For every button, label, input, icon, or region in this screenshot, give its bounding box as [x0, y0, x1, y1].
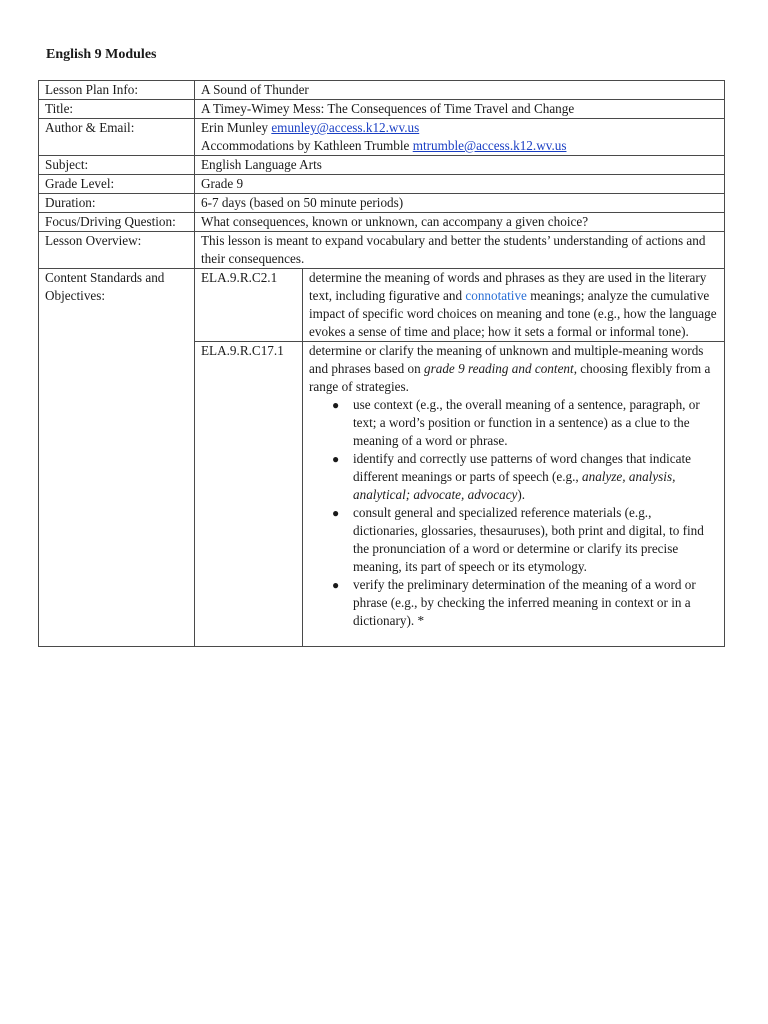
- standard-code: ELA.9.R.C2.1: [195, 269, 303, 342]
- duration-value: 6-7 days (based on 50 minute periods): [195, 194, 725, 213]
- author-value: [195, 119, 725, 156]
- bullet-icon: ●: [332, 452, 340, 466]
- table-row: [39, 269, 725, 342]
- list-item: [332, 396, 719, 450]
- accommodations-text: Accommodations by Kathleen Trumble: [201, 138, 410, 153]
- lesson-plan-table: [38, 80, 725, 647]
- overview-value: This lesson is meant to expand vocabulary and better the students’ understanding of actions and their consequences.: [195, 232, 725, 269]
- table-row: [39, 156, 725, 175]
- list-item: [332, 576, 719, 630]
- bullet-icon: ●: [332, 506, 340, 520]
- standard-text: determine the meaning of words and phrases as they are used in the literary text, including figurative and: [309, 270, 707, 303]
- author-label: Author & Email:: [39, 119, 195, 156]
- subject-value: English Language Arts: [195, 156, 725, 175]
- list-item: [332, 504, 719, 576]
- table-row: [39, 232, 725, 269]
- grade-level-value: Grade 9: [195, 175, 725, 194]
- list-item-text: identify and correctly use patterns of word changes that indicate different meanings or parts of speech (e.g.,: [353, 451, 691, 484]
- overview-label: Lesson Overview:: [39, 232, 195, 269]
- standards-label: Content Standards and Objectives:: [39, 269, 195, 647]
- title-value: A Timey-Wimey Mess: The Consequences of Time Travel and Change: [195, 100, 725, 119]
- table-row: [39, 175, 725, 194]
- list-item: [332, 450, 719, 504]
- focus-label: Focus/Driving Question:: [39, 213, 195, 232]
- standard-text: , choosing flexibly from a range of strategies.: [309, 361, 711, 394]
- duration-label: Duration:: [39, 194, 195, 213]
- author-email-link[interactable]: emunley@access.k12.wv.us: [271, 120, 420, 135]
- standard-description: [303, 342, 725, 647]
- lesson-plan-info-value: A Sound of Thunder: [195, 81, 725, 100]
- list-item-text: consult general and specialized reference materials (e.g., dictionaries, glossaries, thesauruses), both print and digital, to find the pronunciation of a word or determine or clarify its precise meaning, its part of speech or its etymology.: [353, 505, 704, 574]
- table-row: [39, 81, 725, 100]
- subject-label: Subject:: [39, 156, 195, 175]
- bullet-icon: ●: [332, 398, 340, 412]
- accommodations-email-link[interactable]: mtrumble@access.k12.wv.us: [412, 138, 567, 153]
- page-title: English 9 Modules: [46, 47, 157, 62]
- bullet-icon: ●: [332, 578, 340, 592]
- table-row: [39, 213, 725, 232]
- list-item-suffix: ).: [517, 487, 526, 502]
- focus-value: What consequences, known or unknown, can accompany a given choice?: [195, 213, 725, 232]
- standard-italic-text: grade 9 reading and content: [424, 361, 574, 376]
- list-item-italic: analyze, analysis, analytical; advocate, advocacy: [353, 469, 676, 502]
- strategy-list: [309, 396, 719, 630]
- author-name: Erin Munley: [201, 120, 269, 135]
- table-row: [39, 119, 725, 156]
- lesson-plan-info-label: Lesson Plan Info:: [39, 81, 195, 100]
- highlighted-word: connotative: [465, 288, 527, 303]
- standard-code: ELA.9.R.C17.1: [195, 342, 303, 647]
- table-row: [39, 100, 725, 119]
- grade-level-label: Grade Level:: [39, 175, 195, 194]
- table-row: [39, 194, 725, 213]
- list-item-text: use context (e.g., the overall meaning of a sentence, paragraph, or text; a word’s position or function in a sentence) as a clue to the meaning of a word or phrase.: [353, 397, 700, 448]
- standard-text: meanings; analyze the cumulative impact of specific word choices on meaning and tone (e.g., how the language evokes a sense of time and place; how it sets a formal or informal tone).: [309, 288, 717, 339]
- standard-text: determine or clarify the meaning of unknown and multiple-meaning words and phrases based on: [309, 343, 704, 376]
- standard-description: [303, 269, 725, 342]
- list-item-text: verify the preliminary determination of the meaning of a word or phrase (e.g., by checking the inferred meaning in context or in a dictionary). *: [353, 577, 696, 628]
- title-label: Title:: [39, 100, 195, 119]
